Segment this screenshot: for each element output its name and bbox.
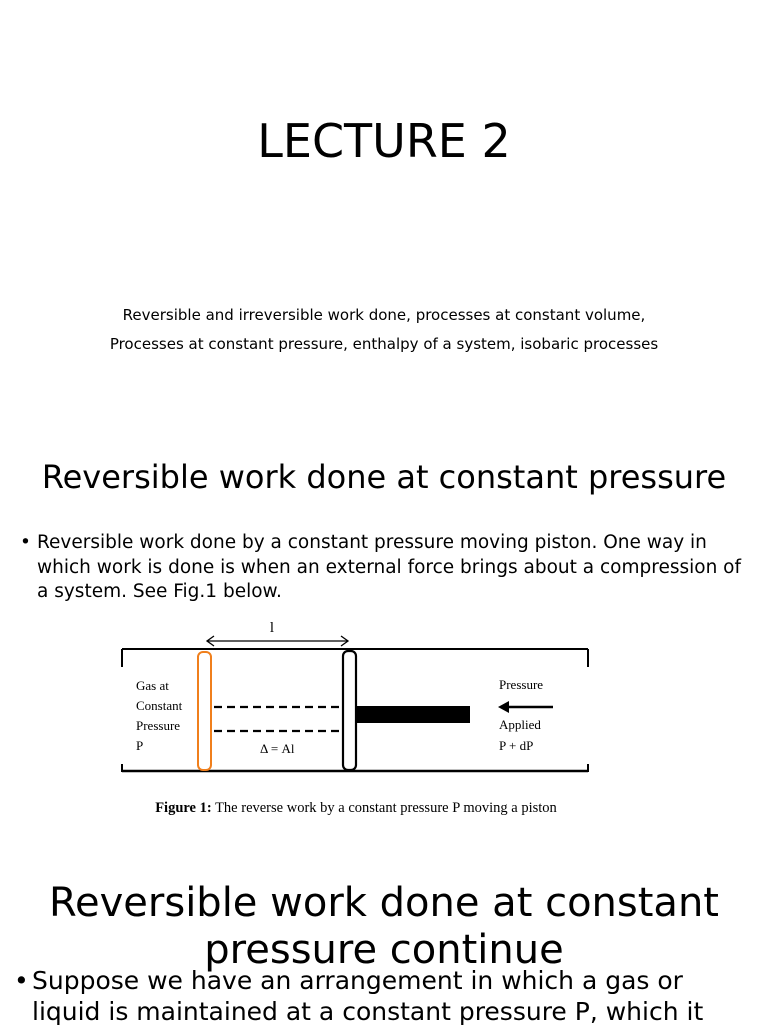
length-label: l: [269, 620, 275, 636]
section-heading-continue: Reversible work done at constant pressure continue: [49, 880, 719, 973]
figure-caption: [0, 799, 712, 817]
subtitle-line-2: Processes at constant pressure, enthalpy of a system, isobaric processes: [109, 335, 659, 353]
slide-title: LECTURE 2: [257, 114, 511, 168]
piston-rod: [356, 706, 470, 723]
right-label-line-2: Applied: [499, 717, 541, 732]
pressure-arrow: [498, 701, 553, 713]
bullet-item-continue: [14, 965, 749, 1027]
bullet-symbol: •: [20, 532, 31, 553]
piston-figure: [110, 612, 610, 792]
left-label-line-4: P: [136, 738, 144, 753]
caption-text: The reverse work by a constant pressure P moving a piston: [211, 800, 557, 816]
left-piston-orange: [198, 652, 211, 770]
bullet-item: [20, 531, 755, 605]
left-label-line-3: Pressure: [136, 718, 181, 733]
bullet-text: Suppose we have an arrangement in which a gas or liquid is maintained at a constant pressure P, which it: [32, 966, 704, 1026]
caption-label: Figure 1:: [155, 800, 212, 816]
right-label-line-1: Pressure: [499, 677, 544, 692]
right-piston: [343, 651, 356, 770]
section-heading: Reversible work done at constant pressure: [41, 458, 727, 496]
subtitle-line-1: Reversible and irreversible work done, processes at constant volume,: [122, 306, 646, 324]
bullet-symbol: •: [14, 966, 29, 995]
left-label-line-2: Constant: [136, 698, 183, 713]
right-label-line-3: P + dP: [499, 738, 534, 753]
bullet-text: Reversible work done by a constant pressure moving piston. One way in which work is done is when an external force brings about a compression of a system. See Fig.1 below.: [37, 532, 742, 602]
length-dimension-arrow: [207, 636, 348, 646]
left-label-line-1: Gas at: [136, 678, 169, 693]
delta-label: Δ = Al: [260, 741, 295, 756]
piston-diagram: [110, 612, 610, 792]
